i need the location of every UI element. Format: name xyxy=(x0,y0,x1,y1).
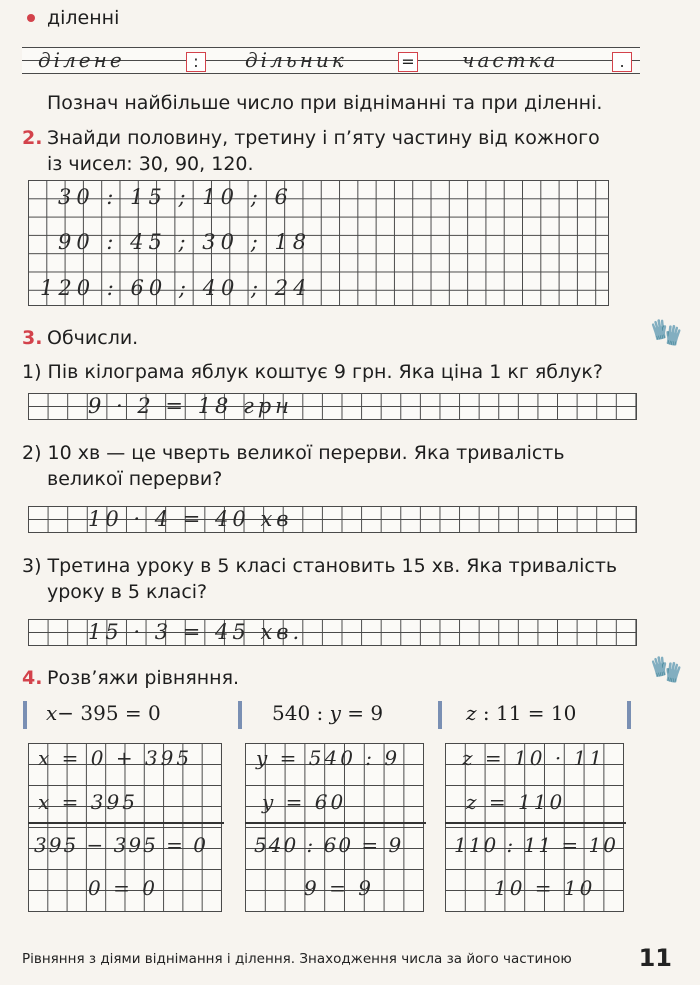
task3-q2-line2: великої перерви? xyxy=(47,468,223,490)
equation1-heading: x− 395 = 0 xyxy=(46,701,161,725)
operator-box-equals: = xyxy=(398,52,418,72)
task2-number: 2. xyxy=(22,127,43,149)
check-separator xyxy=(445,822,626,824)
eq3-step2: z = 110 xyxy=(466,790,566,814)
operator-box-divide: : xyxy=(186,52,206,72)
instruction-line: Познач найбільше число при відніманні та при діленні. xyxy=(47,92,603,114)
eq1-step2: x = 395 xyxy=(38,790,138,814)
eq3-check-result: 10 = 10 xyxy=(494,876,596,900)
eq2-step1: y = 540 : 9 xyxy=(256,746,401,770)
task2-answer-90: 90 : 45 ; 30 ; 18 xyxy=(58,230,312,254)
task3-number: 3. xyxy=(22,327,43,349)
equation3-heading: z : 11 = 10 xyxy=(466,701,577,725)
bullet-dot xyxy=(27,14,35,22)
eq1-check-result: 0 = 0 xyxy=(88,876,158,900)
task3-q3-line1: 3) Третина уроку в 5 класі становить 15 хв. Яка тривалість xyxy=(22,555,618,577)
handwritten-divisor: дільник xyxy=(245,48,347,72)
task3-q1: 1) Пів кілограма яблук коштує 9 грн. Яка ціна 1 кг яблук? xyxy=(22,361,603,383)
check-separator xyxy=(28,822,224,824)
task3-q2-line1: 2) 10 хв — це чверть великої перерви. Яка тривалість xyxy=(22,442,565,464)
task4-title: Розв’яжи рівняння. xyxy=(47,667,240,689)
variable-x: x xyxy=(46,701,58,725)
task2-text-line1: Знайди половину, третину і п’яту частину від кожного xyxy=(47,127,600,149)
equation-divider xyxy=(438,701,442,729)
handwritten-quotient: частка xyxy=(462,48,559,72)
task3-answer1: 9 · 2 = 18 грн xyxy=(88,394,293,418)
eq3-step1: z = 10 · 11 xyxy=(462,746,605,770)
operator-box-dot: . xyxy=(612,52,632,72)
task2-answer-30: 30 : 15 ; 10 ; 6 xyxy=(58,185,293,209)
equation-divider xyxy=(238,701,242,729)
page-number: 11 xyxy=(638,944,672,972)
task4-number: 4. xyxy=(22,667,43,689)
mittens-icon: 🧤 xyxy=(650,655,683,685)
variable-y: y xyxy=(329,701,341,725)
eq2-check-result: 9 = 9 xyxy=(304,876,374,900)
task2-text-line2: із чисел: 30, 90, 120. xyxy=(47,153,254,175)
task3-title: Обчисли. xyxy=(47,327,139,349)
check-separator xyxy=(245,822,426,824)
eq3-check: 110 : 11 = 10 xyxy=(454,833,618,857)
task3-answer3: 15 · 3 = 45 хв. xyxy=(88,620,304,644)
task2-answer-120: 120 : 60 ; 40 ; 24 xyxy=(40,276,312,300)
bullet-label: діленні xyxy=(47,7,120,29)
equation-divider xyxy=(23,701,27,729)
variable-z: z xyxy=(466,701,477,725)
page-footer-caption: Рівняння з діями віднімання і ділення. Знаходження числа за його частиною xyxy=(22,951,572,967)
eq1-check: 395 − 395 = 0 xyxy=(34,833,209,857)
equation2-heading: 540 : y = 9 xyxy=(272,701,384,725)
eq2-step2: y = 60 xyxy=(262,790,347,814)
mittens-icon: 🧤 xyxy=(650,318,683,348)
task3-q3-line2: уроку в 5 класі? xyxy=(47,581,208,603)
task3-answer2: 10 · 4 = 40 хв xyxy=(88,507,293,531)
equation-divider xyxy=(627,701,631,729)
eq1-step1: x = 0 + 395 xyxy=(38,746,193,770)
eq2-check: 540 : 60 = 9 xyxy=(254,833,404,857)
handwritten-dividend: ділене xyxy=(38,48,125,72)
